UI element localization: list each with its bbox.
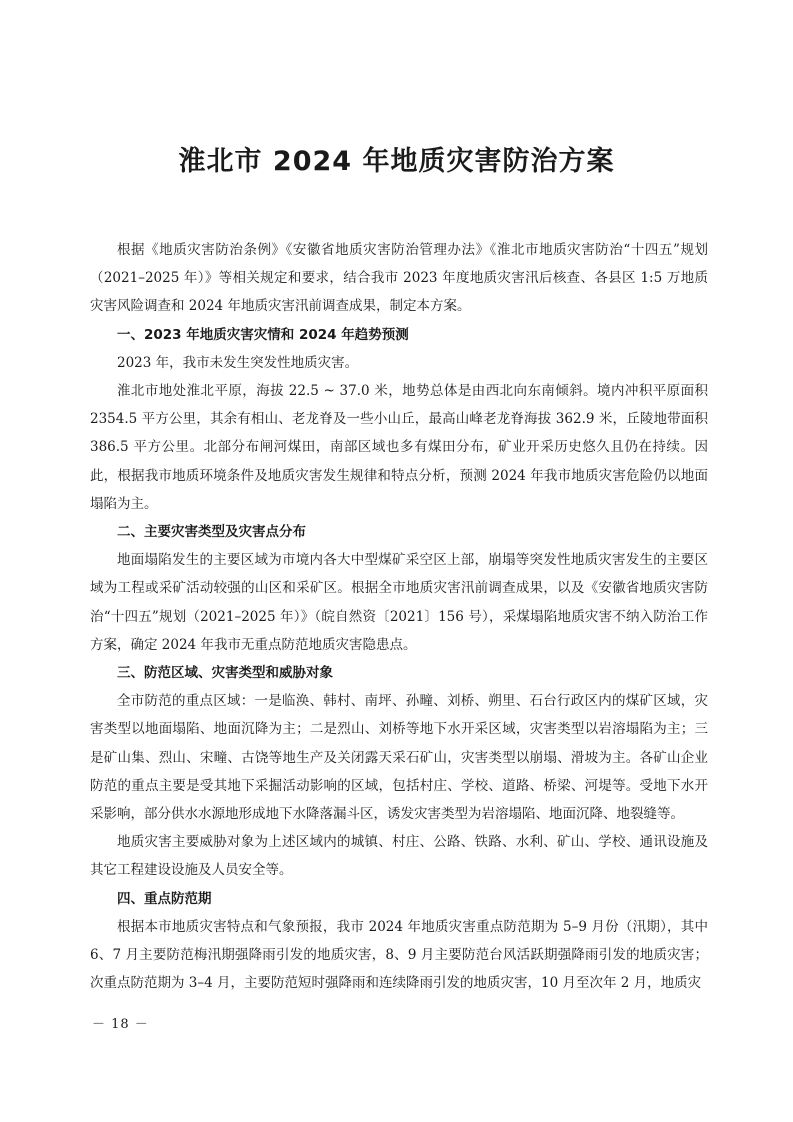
section-heading-3: 三、防范区域、灾害类型和威胁对象 (117, 665, 333, 682)
section-3-paragraph-1: 全市防范的重点区域：一是临涣、韩村、南坪、孙疃、刘桥、朔里、石台行政区内的煤矿区域，灾害类型以地面塌陷、地面沉降为主；二是烈山、刘桥等地下水开采区域，灾害类型以岩溶塌陷为主；三是矿山集、烈山、宋疃、古饶等地生产及关闭露天采石矿山，灾害类型以崩塌、滑坡为主。各矿山企业防范的重点主要是受其地下采掘活动影响的区域，包括村庄、学校、道路、桥梁、河堤等。受地下水开采影响，部分供水水源地形成地下水降落漏斗区，诱发灾害类型为岩溶塌陷、地面沉降、地裂缝等。 (90, 693, 708, 823)
section-heading-2: 二、主要灾害类型及灾害点分布 (117, 524, 306, 541)
section-heading-4: 四、重点防范期 (117, 890, 212, 907)
section-1-paragraph-1: 2023 年，我市未发生突发性地质灾害。 (117, 354, 359, 371)
section-3-paragraph-2: 地质灾害主要威胁对象为上述区域内的城镇、村庄、公路、铁路、水利、矿山、学校、通讯设施及其它工程建设设施及人员安全等。 (90, 834, 708, 879)
document-title: 淮北市 2024 年地质灾害防治方案 (178, 146, 615, 177)
intro-paragraph: 根据《地质灾害防治条例》《安徽省地质灾害防治管理办法》《淮北市地质灾害防治“十四五”规划（2021–2025 年）》等相关规定和要求，结合我市 2023 年度地质灾害汛后核查、各县区 1:5 万地质灾害风险调查和 2024 年地质灾害汛前调查成果，制定本方案。 (90, 242, 708, 315)
section-2-paragraph-1: 地面塌陷发生的主要区域为市境内各大中型煤矿采空区上部，崩塌等突发性地质灾害发生的主要区域为工程或采矿活动较强的山区和采矿区。根据全市地质灾害汛前调查成果，以及《安徽省地质灾害防治“十四五”规划（2021–2025 年）》（皖自然资〔2021〕156 号），采煤塌陷地质灾害不纳入防治工作方案，确定 2024 年我市无重点防范地质灾害隐患点。 (90, 552, 708, 653)
document-body (90, 236, 708, 997)
section-1-paragraph-2: 淮北市地处淮北平原，海拔 22.5 ~ 37.0 米，地势总体是由西北向东南倾斜。境内冲积平原面积 2354.5 平方公里，其余有相山、老龙脊及一些小山丘，最高山峰老龙脊海拔 362.9 米，丘陵地带面积 386.5 平方公里。北部分布闸河煤田，南部区域也多有煤田分布，矿业开采历史悠久且仍在持续。因此，根据我市地质环境条件及地质灾害发生规律和特点分析，预测 2024 年我市地质灾害危险仍以地面塌陷为主。 (90, 383, 708, 512)
page-number: － 18 － (92, 1017, 149, 1032)
section-heading-1: 一、2023 年地质灾害灾情和 2024 年趋势预测 (117, 326, 409, 343)
section-4-paragraph-1: 根据本市地质灾害特点和气象预报，我市 2024 年地质灾害重点防范期为 5–9 月份（汛期），其中 6、7 月主要防范梅汛期强降雨引发的地质灾害，8、9 月主要防范台风活跃期强降雨引发的地质灾害；次重点防范期为 3–4 月，主要防范短时强降雨和连续降雨引发的地质灾害，10 月至次年 2 月，地质灾 (90, 918, 708, 992)
